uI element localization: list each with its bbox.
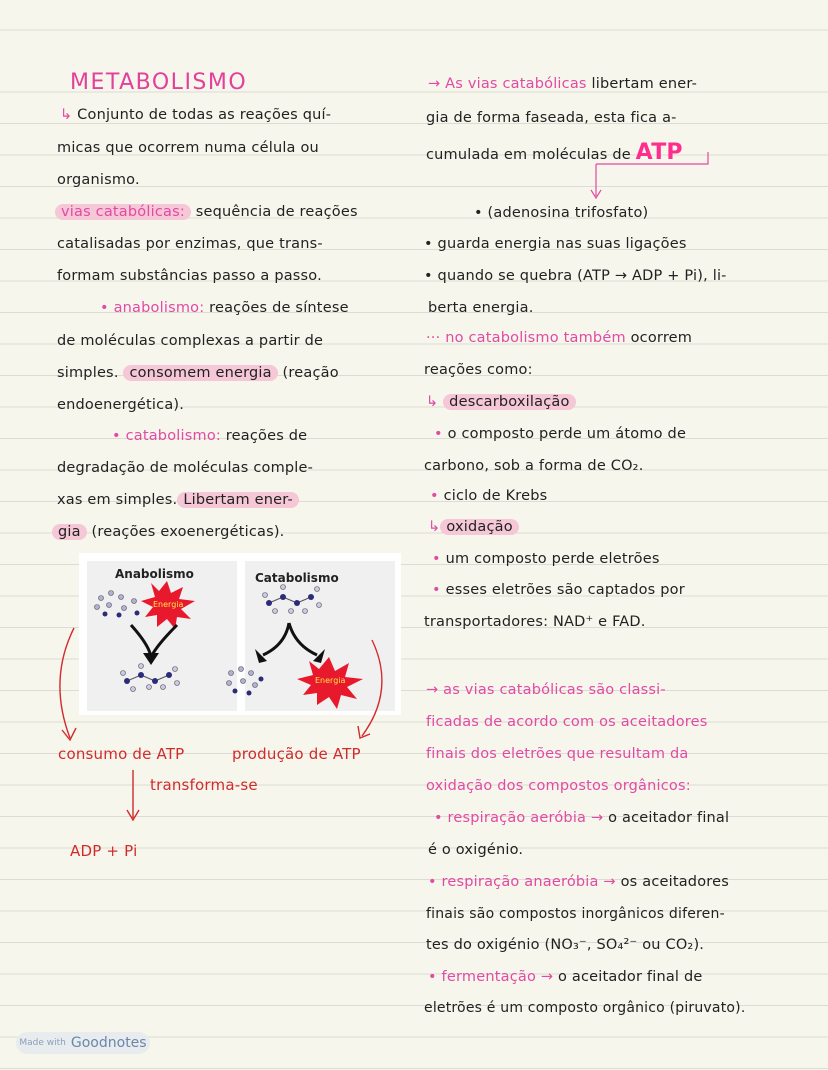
note-line: → As vias catabólicas libertam ener- [428,76,698,92]
producao-atp: produção de ATP [232,745,361,763]
note-line: endoenergética). [57,397,185,413]
note-line: micas que ocorrem numa célula ou [57,140,319,156]
catabolism-label: Catabolismo [255,571,339,585]
note-line: ficadas de acordo com os aceitadores [426,714,708,730]
note-line: gia (reações exoenergéticas). [52,524,285,540]
transforma-label: transforma-se [150,776,258,794]
note-line: gia de forma faseada, esta fica a- [426,110,677,126]
note-line: • esses eletrões são captados por [432,582,685,598]
note-line: tes do oxigénio (NO₃⁻, SO₄²⁻ ou CO₂). [426,937,705,953]
goodnotes-badge[interactable] [16,1032,150,1054]
made-with-label: Made with [19,1038,66,1048]
note-line: • respiração anaeróbia → os aceitadores [428,874,730,890]
note-line: formam substâncias passo a passo. [57,268,322,284]
note-line: simples. consomem energia (reação [57,365,339,381]
page-title: METABOLISMO [70,70,248,95]
note-line: oxidação dos compostos orgânicos: [426,778,691,794]
note-line: vias catabólicas: sequência de reações [55,204,358,220]
note-line: • ciclo de Krebs [430,488,548,504]
note-line: transportadores: NAD⁺ e FAD. [424,614,646,630]
note-line: finais dos eletrões que resultam da [426,746,689,762]
note-line: • quando se quebra (ATP → ADP + Pi), li- [424,268,727,284]
note-line: é o oxigénio. [428,842,524,858]
note-line: • o composto perde um átomo de [434,426,687,442]
note-line: ↳ oxidação [428,519,519,535]
note-line: • anabolismo: reações de síntese [100,300,349,316]
note-line: ↳ descarboxilação [426,394,576,410]
highlight-term: consomem energia [123,365,277,381]
anabolism-label: Anabolismo [115,567,194,581]
note-line: carbono, sob a forma de CO₂. [424,458,644,474]
note-line: • guarda energia nas suas ligações [424,236,687,252]
goodnotes-brand: Goodnotes [70,1035,147,1051]
note-line: berta energia. [428,300,534,316]
note-line: reações como: [424,362,533,378]
atp-label: ATP [635,140,683,165]
adp-pi: ADP + Pi [70,842,138,860]
energy-label: Energia [315,676,346,685]
energy-label: Energia [153,600,184,609]
note-line: • catabolismo: reações de [112,428,308,444]
note-line: degradação de moléculas comple- [57,460,314,476]
note-line: • fermentação → o aceitador final de [428,969,703,985]
note-line: eletrões é um composto orgânico (piruvato). [424,1000,746,1016]
note-line: finais são compostos inorgânicos diferen- [426,906,725,922]
highlight-term: vias catabólicas: [55,204,191,220]
note-line: ··· no catabolismo também ocorrem [426,330,693,346]
note-line: → as vias catabólicas são classi- [426,682,666,698]
note-line: • respiração aeróbia → o aceitador final [434,810,730,826]
consumo-atp: consumo de ATP [58,745,185,763]
note-line: de moléculas complexas a partir de [57,333,324,349]
note-line: ↳ Conjunto de todas as reações quí- [60,107,332,123]
note-line: xas em simples. Libertam ener- [57,492,299,508]
note-line: organismo. [57,172,140,188]
note-line: • um composto perde eletrões [432,551,660,567]
note-line: catalisadas por enzimas, que trans- [57,236,323,252]
note-line: • (adenosina trifosfato) [474,205,649,221]
note-line: cumulada em moléculas de ATP [426,140,683,165]
